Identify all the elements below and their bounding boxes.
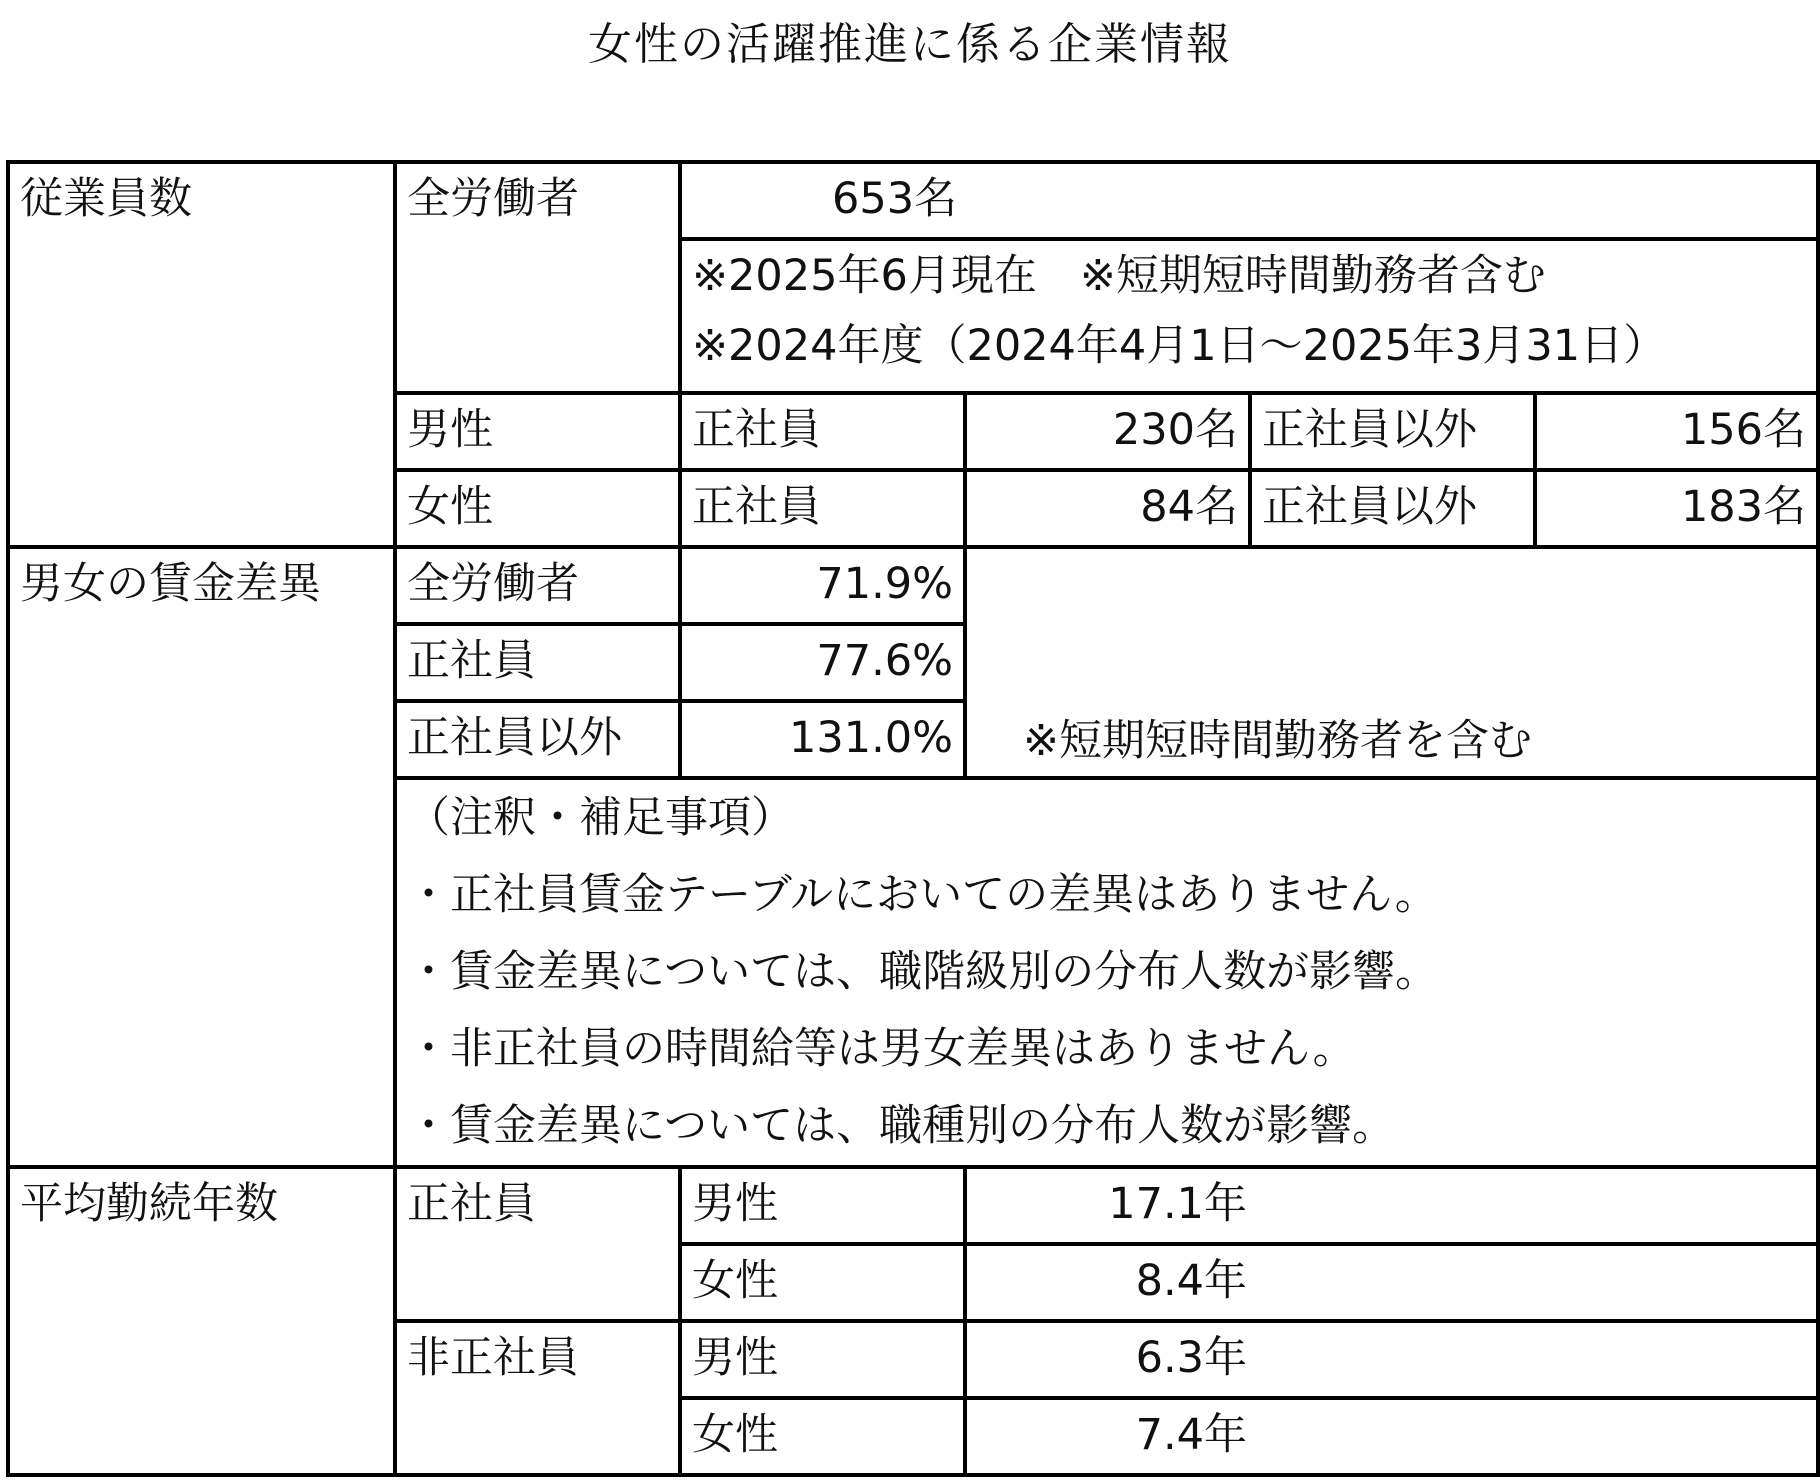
employees-female-regular-count: 84名 <box>965 470 1250 547</box>
remarks-title: （注釈・補足事項） <box>407 793 794 843</box>
employees-total-value: 653名 <box>832 174 958 224</box>
employees-heading: 従業員数 <box>8 162 395 547</box>
employees-notes-cell <box>680 239 1818 393</box>
employees-all-workers-label: 全労働者 <box>395 162 680 393</box>
tenure-gender-label: 男性 <box>680 1321 965 1398</box>
tenure-gender-label: 女性 <box>680 1244 965 1321</box>
employees-female-nonregular-label: 正社員以外 <box>1250 470 1535 547</box>
remark-item: ・正社員賃金テーブルにおいての差異はありません。 <box>407 870 1438 920</box>
wage-gap-row-value: 71.9% <box>680 547 965 624</box>
wage-gap-remarks <box>395 778 1818 1167</box>
wage-gap-row-value: 131.0% <box>680 701 965 778</box>
tenure-value-cell <box>965 1321 1818 1398</box>
tenure-value-cell <box>965 1167 1818 1244</box>
employees-male-label: 男性 <box>395 393 680 470</box>
company-info-table <box>6 160 1820 1477</box>
employees-female-regular-label: 正社員 <box>680 470 965 547</box>
remark-item: ・非正社員の時間給等は男女差異はありません。 <box>407 1024 1356 1074</box>
wage-gap-row-label: 正社員以外 <box>395 701 680 778</box>
tenure-value: 17.1年 <box>1108 1179 1247 1229</box>
tenure-row <box>8 1167 1818 1244</box>
tenure-value: 7.4年 <box>1135 1410 1247 1460</box>
remark-item: ・賃金差異については、職階級別の分布人数が影響。 <box>407 947 1439 997</box>
tenure-value-cell <box>965 1244 1818 1321</box>
tenure-gender-label: 男性 <box>680 1167 965 1244</box>
tenure-gender-label: 女性 <box>680 1398 965 1475</box>
employees-note-as-of: ※2025年6月現在 ※短期短時間勤務者含む <box>692 251 1546 301</box>
employees-total-row <box>8 162 1818 239</box>
wage-gap-row-label: 全労働者 <box>395 547 680 624</box>
tenure-value-cell <box>965 1398 1818 1475</box>
employees-male-nonregular-count: 156名 <box>1535 393 1818 470</box>
tenure-group-label: 非正社員 <box>395 1321 680 1475</box>
employees-note-fiscal-year: ※2024年度（2024年4月1日～2025年3月31日） <box>692 321 1667 371</box>
employees-total-cell <box>680 162 1818 239</box>
employees-female-nonregular-count: 183名 <box>1535 470 1818 547</box>
employees-female-label: 女性 <box>395 470 680 547</box>
wage-gap-heading: 男女の賃金差異 <box>8 547 395 1167</box>
tenure-heading: 平均勤続年数 <box>8 1167 395 1475</box>
employees-male-nonregular-label: 正社員以外 <box>1250 393 1535 470</box>
page-title: 女性の活躍推進に係る企業情報 <box>588 19 1232 70</box>
tenure-group-label: 正社員 <box>395 1167 680 1321</box>
wage-gap-row-value: 77.6% <box>680 624 965 701</box>
remark-item: ・賃金差異については、職種別の分布人数が影響。 <box>407 1101 1396 1151</box>
wage-gap-row-label: 正社員 <box>395 624 680 701</box>
tenure-value: 8.4年 <box>1135 1256 1247 1306</box>
wage-gap-row <box>8 547 1818 624</box>
employees-male-regular-label: 正社員 <box>680 393 965 470</box>
wage-gap-side-note: ※短期短時間勤務者を含む <box>965 547 1818 778</box>
employees-male-regular-count: 230名 <box>965 393 1250 470</box>
tenure-value: 6.3年 <box>1135 1333 1247 1383</box>
